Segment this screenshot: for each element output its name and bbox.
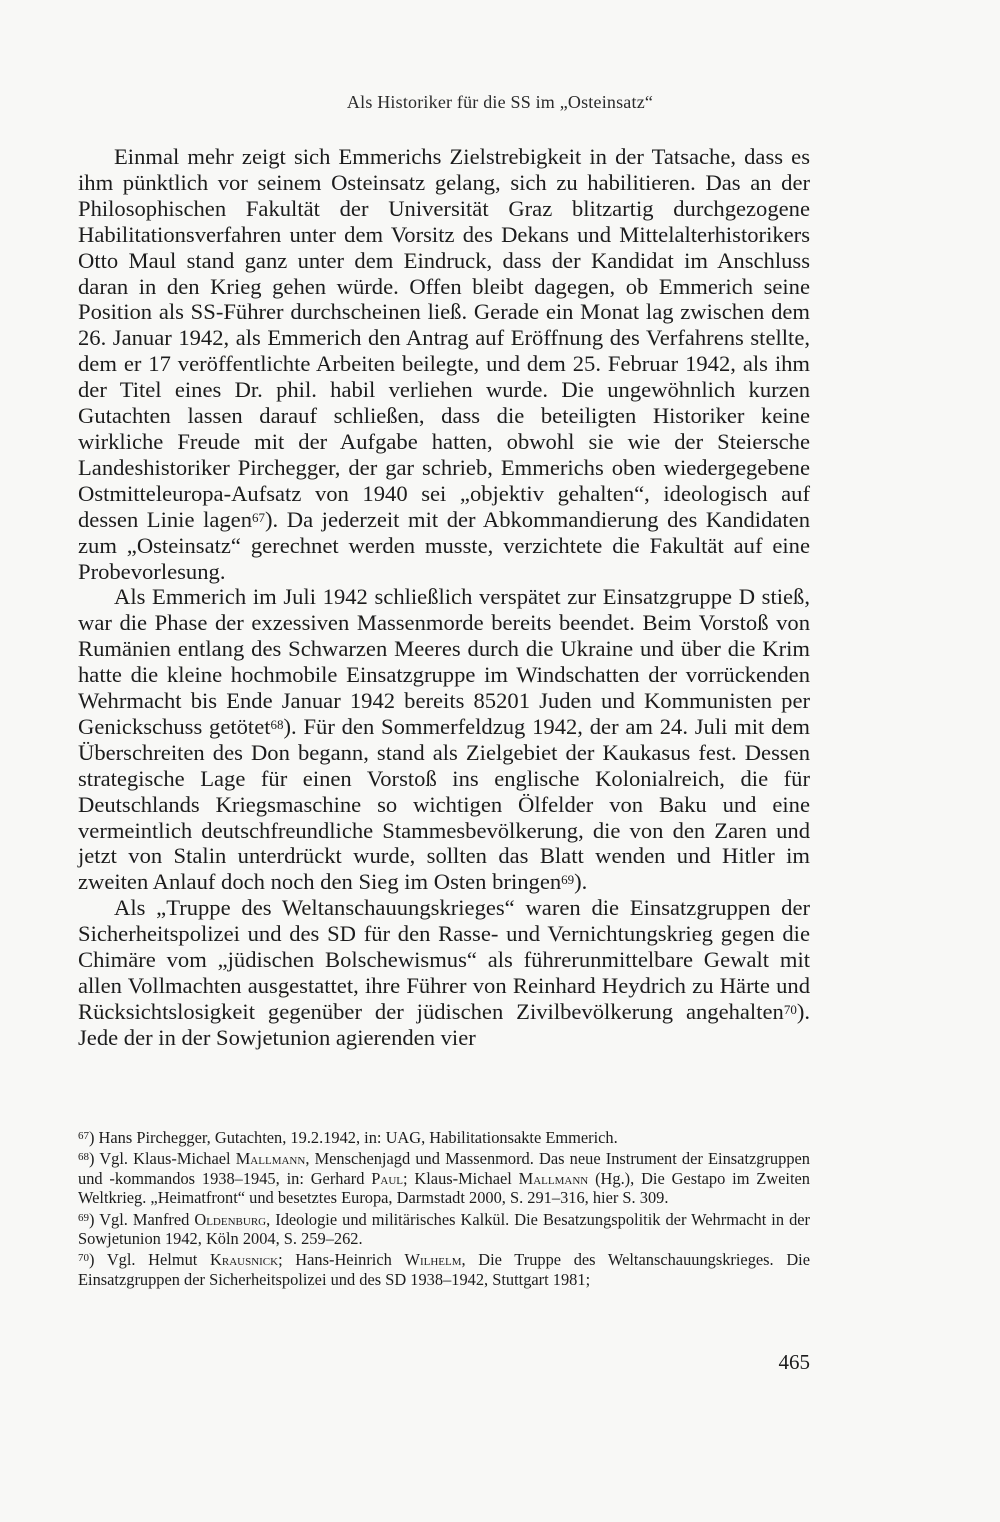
body-text [78,144,810,1051]
author-surname: Oldenburg [194,1209,267,1229]
footnote-text: , Menschenjagd und Massenmord. Das neue Instrument der Einsatzgruppen und -kommandos 1938–1945, in: Gerhard [78,1149,810,1188]
paragraph-text: Einmal mehr zeigt sich Emmerichs Zielstrebigkeit in der Tatsache, dass es ihm pünktlich vor seinem Osteinsatz gelang, sich zu habilitieren. Das an der Philosophischen Fakultät der Universität Graz blitzartig durchgezogene Habilitationsverfahren unter dem Vorsitz des Dekans und Mittelalterhistorikers Otto Maul stand ganz unter dem Eindruck, dass der Kandidat im Anschluss daran in den Krieg gehen würde. Offen bleibt dagegen, ob Emmerich seine Position als SS-Führer durchscheinen ließ. Gerade ein Monat lag zwischen dem 26. Januar 1942, als Emmerich den Antrag auf Eröffnung des Verfahrens stellte, dem er 17 veröffentlichte Arbeiten beilegte, und dem 25. Februar 1942, als ihm der Titel eines Dr. phil. habil verliehen wurde. Die ungewöhnlich kurzen Gutachten lassen darauf schließen, dass die beteiligten Historiker keine wirkliche Freude mit der Aufgabe hatten, obwohl sie wie der Steiersche Landeshistoriker Pirchegger, der gar schrieb, Emmerichs oben wiedergegebene Ostmitteleuropa-Aufsatz von 1940 sei „objektiv gehalten“, ideologisch auf dessen Linie lagen [78,144,810,532]
author-surname: Mallmann [235,1149,306,1169]
footnote-reference[interactable]: 67 [252,509,265,525]
footnotes [78,1128,810,1291]
author-surname: Wilhelm [404,1250,462,1270]
footnote-text: ) Vgl. Helmut [89,1250,211,1270]
footnote-text: ) Vgl. Klaus-Michael [89,1149,236,1169]
footnote-mark: 68 [78,1151,89,1164]
paragraph-text: ). [574,869,588,895]
author-surname: Mallmann [518,1168,589,1188]
author-surname: Krausnick [210,1250,279,1270]
footnote-mark: 70 [78,1252,89,1265]
footnote-reference[interactable]: 70 [783,1001,797,1017]
footnote-70 [78,1250,810,1289]
footnote-text: (Hg.), Die Gestapo im Zweiten Weltkrieg. „Heimatfront“ und besetztes Europa, Darmstadt 2000, S. 291–316, hier S. 309. [78,1168,810,1208]
page-number: 465 [778,1350,810,1374]
footnote-reference[interactable]: 68 [270,716,284,732]
footnote-text: ) Hans Pirchegger, Gutachten, 19.2.1942, in: UAG, Habilitationsakte Emmerich. [89,1128,618,1147]
footnote-text: ; Klaus-Michael [403,1168,519,1188]
footnote-text: , Ideologie und militärisches Kalkül. Die Besatzungspolitik der Wehrmacht in der Sowjetunion 1942, Köln 2004, S. 259–262. [78,1209,810,1249]
author-surname: Paul [371,1168,403,1188]
paragraph-text: ). Jede der in der Sowjetunion agierenden vier [78,998,810,1050]
paragraph-text: Als „Truppe des Weltanschauungskrieges“ waren die Einsatzgruppen der Sicherheitspolizei und des SD für den Rasse- und Vernichtungskrieg gegen die Chimäre vom „jüdischen Bolschewismus“ als führerunmittelbare Gewalt mit allen Vollmachten ausgestattet, ihre Führer von Reinhard Heydrich zu Härte und Rücksichtslosigkeit gegenüber der jüdischen Zivilbevölkerung angehalten [78,895,810,1024]
body-paragraph [78,584,810,895]
body-paragraph [78,895,810,1050]
footnote-68 [78,1149,810,1207]
footnote-69 [78,1210,810,1249]
footnote-mark: 67 [78,1130,89,1142]
paragraph-text: Als Emmerich im Juli 1942 schließlich verspätet zur Einsatzgruppe D stieß, war die Phase der exzessiven Massenmorde bereits beendet. Beim Vorstoß von Rumänien entlang des Schwarzen Meeres durch die Ukraine und über die Krim hatte die kleine hochmobile Einsatzgruppe im Windschatten der vorrückenden Wehrmacht bis Ende Januar 1942 bereits 85201 Juden und Kommunisten per Genickschuss getötet [78,584,810,739]
footnote-text: , Die Truppe des Weltanschauungskrieges. Die Einsatzgruppen der Sicherheitspolizei und des SD 1938–1942, Stuttgart 1981; [78,1250,810,1289]
running-head: Als Historiker für die SS im „Osteinsatz“ [346,92,654,112]
footnote-mark: 69 [78,1211,89,1224]
footnote-text: ; Hans-Heinrich [278,1250,405,1270]
body-paragraph [78,144,810,584]
footnote-text: ) Vgl. Manfred [89,1209,195,1229]
paragraph-text: ). Da jederzeit mit der Abkommandierung des Kandidaten zum „Osteinsatz“ gerechnet werden musste, verzichtete die Fakultät auf eine Probevorlesung. [78,506,810,584]
paragraph-text: ). Für den Sommerfeldzug 1942, der am 24. Juli mit dem Überschreiten des Don begann, stand als Zielgebiet der Kaukasus fest. Dessen strategische Lage für einen Vorstoß ins englische Kolonialreich, die für Deutschlands Kriegsmaschine so wichtigen Ölfelder von Baku und eine vermeintlich deutschfreundliche Stammesbevölkerung, die von den Zaren und jetzt von Stalin unterdrückt wurde, sollten das Blatt wenden und Hitler im zweiten Anlauf doch noch den Sieg im Osten bringen [78,713,810,895]
footnote-67 [78,1128,810,1147]
footnote-reference[interactable]: 69 [561,872,575,888]
